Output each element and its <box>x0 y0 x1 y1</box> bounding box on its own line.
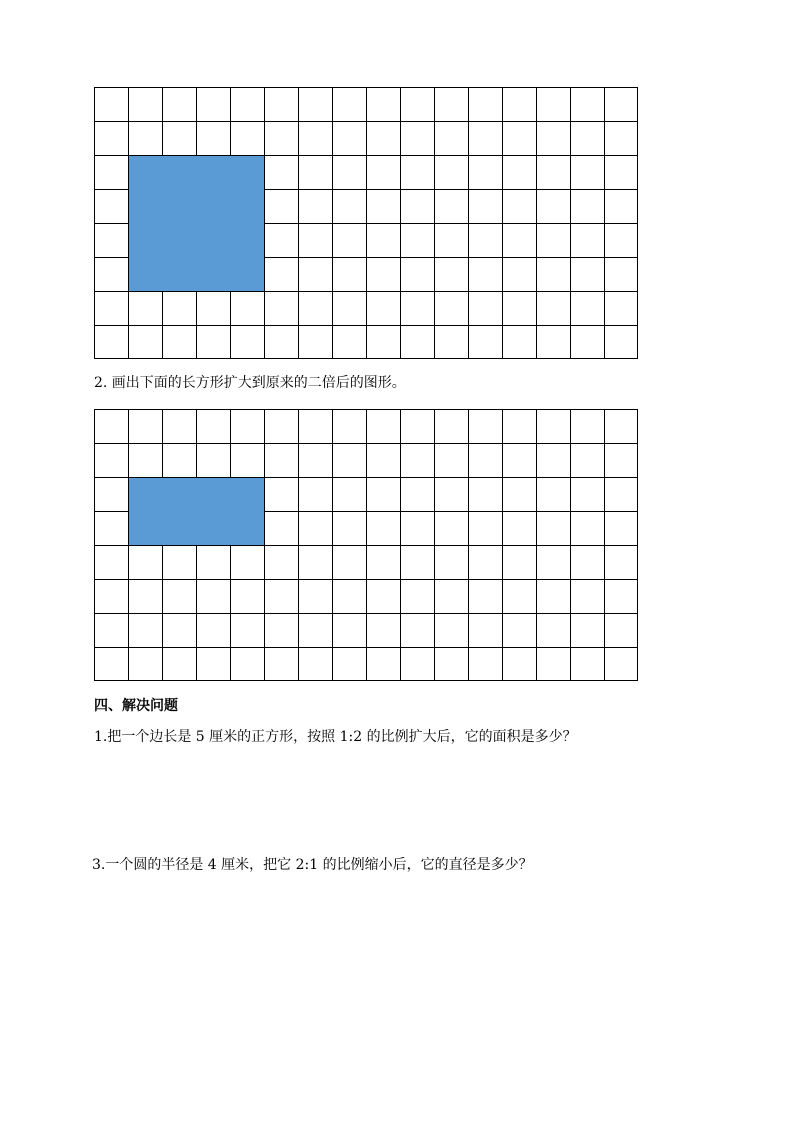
question-2: 2. 画出下面的长方形扩大到原来的二倍后的图形。 <box>94 375 406 391</box>
section-title: 四、解决问题 <box>94 698 178 714</box>
grid-rectangle <box>94 409 638 681</box>
grid-rectangle-canvas <box>94 409 638 681</box>
problem-1: 1.把一个边长是 5 厘米的正方形，按照 1:2 的比例扩大后，它的面积是多少？ <box>94 729 577 745</box>
problem-3: 3.一个圆的半径是 4 厘米，把它 2:1 的比例缩小后，它的直径是多少？ <box>92 857 533 873</box>
rectangle-fill <box>129 478 264 545</box>
grid-square-canvas <box>94 87 638 359</box>
grid-square <box>94 87 638 359</box>
square-fill <box>129 156 264 291</box>
